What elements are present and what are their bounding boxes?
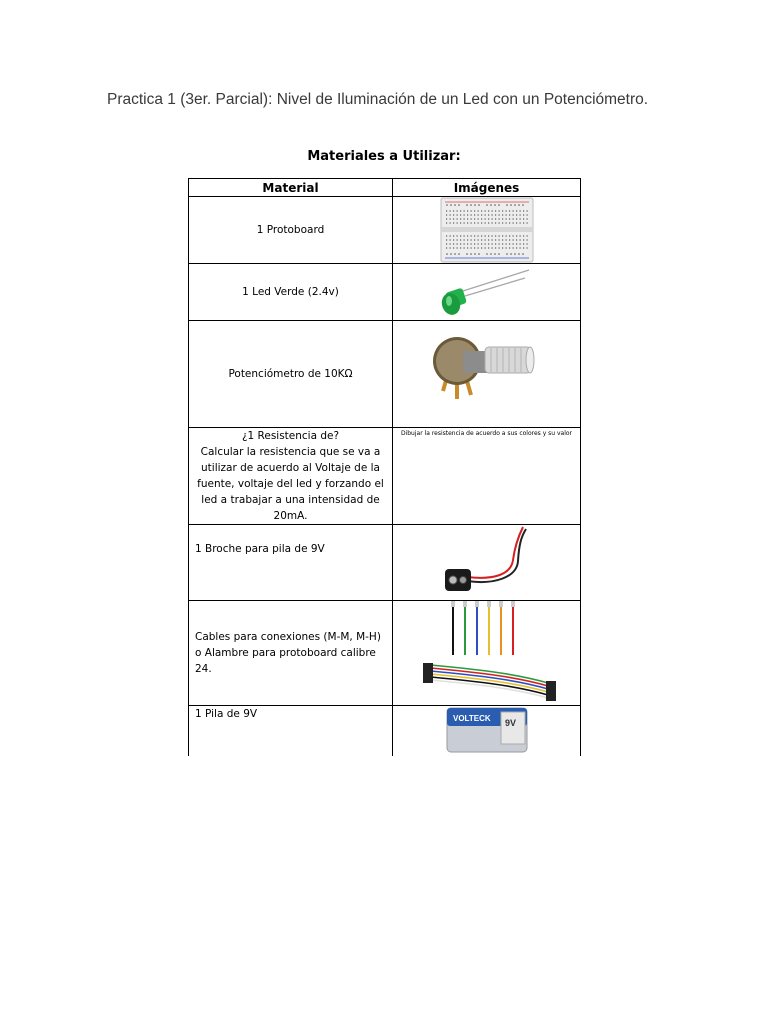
table-row	[189, 197, 581, 264]
material-line: utilizar de acuerdo al Voltaje de la	[201, 462, 380, 474]
battery-9v-image	[393, 706, 581, 756]
header-material: Material	[189, 179, 393, 197]
table-row	[189, 525, 581, 601]
material-label: Potenciómetro de 10KΩ	[228, 368, 353, 380]
material-cell	[189, 428, 393, 525]
image-cell	[393, 601, 581, 706]
header-images: Imágenes	[393, 179, 581, 197]
section-title: Materiales a Utilizar:	[307, 149, 461, 164]
image-cell	[393, 706, 581, 757]
material-line: 24.	[195, 663, 212, 675]
battery-clip-image	[393, 525, 581, 600]
material-label: 1 Pila de 9V	[195, 708, 258, 720]
material-cell	[189, 525, 393, 601]
image-cell	[393, 197, 581, 264]
materials-table	[188, 178, 581, 756]
material-line: Cables para conexiones (M-M, M-H)	[195, 631, 381, 643]
potentiometer-image	[393, 321, 581, 427]
material-line: o Alambre para protoboard calibre	[195, 647, 376, 659]
table-row	[189, 706, 581, 757]
material-label: 1 Protoboard	[256, 224, 325, 236]
material-line: fuente, voltaje del led y forzando el	[197, 478, 384, 490]
material-label: 1 Broche para pila de 9V	[195, 543, 325, 555]
material-cell	[189, 197, 393, 264]
material-line: ¿1 Resistencia de?	[241, 430, 340, 442]
material-line: led a trabajar a una intensidad de	[201, 494, 380, 506]
material-line: 20mA.	[273, 510, 308, 522]
material-cell	[189, 264, 393, 321]
table-row	[189, 321, 581, 428]
material-line: Calcular la resistencia que se va a	[200, 446, 381, 458]
table-header-row	[189, 179, 581, 197]
image-cell	[393, 264, 581, 321]
material-cell	[189, 601, 393, 706]
image-cell	[393, 321, 581, 428]
document-title: Practica 1 (3er. Parcial): Nivel de Iluminación de un Led con un Potenciómetro.	[107, 91, 649, 108]
breadboard-image	[393, 197, 581, 263]
resistor-note: Dibujar la resistencia de acuerdo a sus colores y su valor	[400, 430, 573, 437]
resistor-note-cell	[393, 428, 581, 525]
table-row	[189, 601, 581, 706]
table-row	[189, 428, 581, 525]
material-cell	[189, 321, 393, 428]
table-row	[189, 264, 581, 321]
green-led-image	[393, 264, 581, 320]
material-label: 1 Led Verde (2.4v)	[242, 286, 339, 298]
battery-brand-text: VOLTECK	[453, 714, 491, 723]
jumper-wires-image	[393, 601, 581, 705]
battery-voltage-text: 9V	[505, 718, 517, 728]
image-cell	[393, 525, 581, 601]
material-cell	[189, 706, 393, 757]
